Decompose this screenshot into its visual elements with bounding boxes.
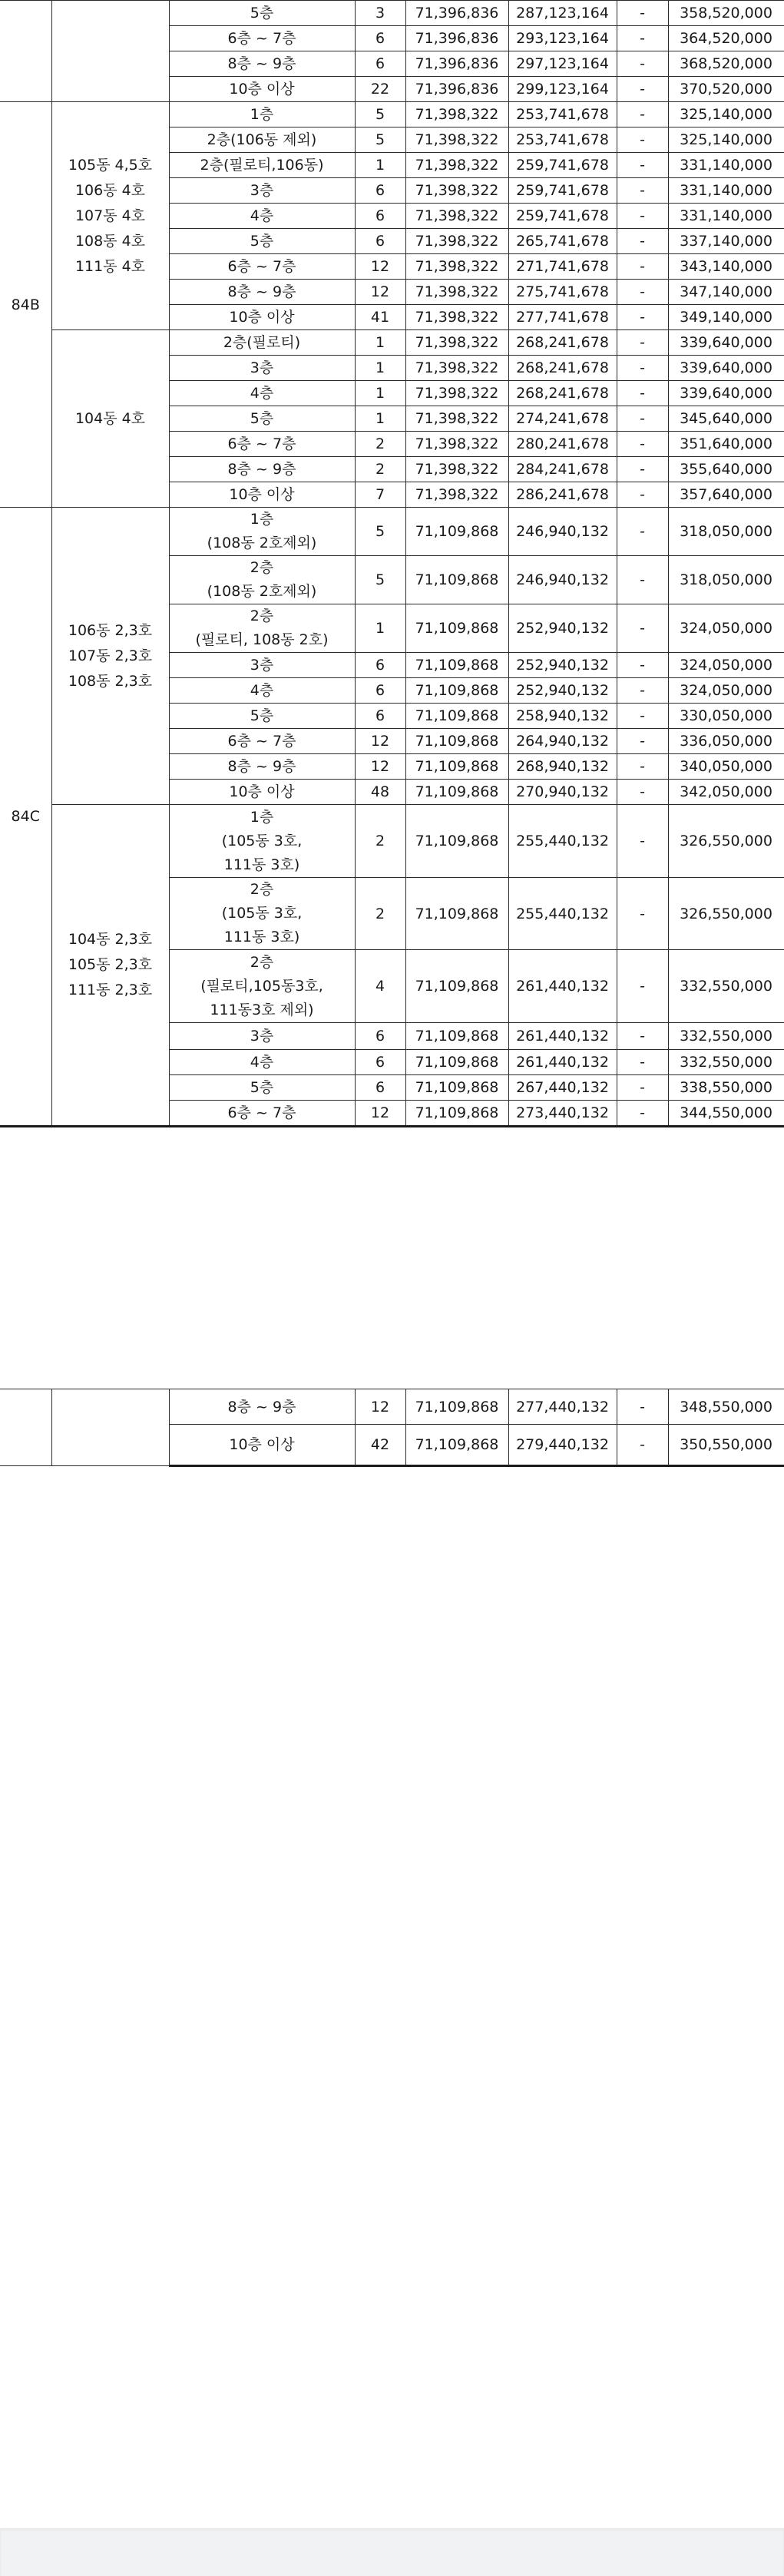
dash-cell: -: [617, 1425, 668, 1466]
floor-cell-line: 2층: [250, 608, 274, 624]
total-cell: 339,640,000: [668, 381, 784, 406]
total-cell: 347,140,000: [668, 280, 784, 305]
amount-a-cell: 71,398,322: [405, 356, 508, 381]
table-row: [0, 805, 784, 878]
amount-a-cell: 71,398,322: [405, 102, 508, 127]
amount-b-cell: 287,123,164: [508, 1, 617, 26]
amount-b-cell: 246,940,132: [508, 508, 617, 556]
floor-cell-line: 5층: [250, 1079, 274, 1096]
amount-a-cell: 71,109,868: [405, 754, 508, 780]
amount-b-cell: 252,940,132: [508, 653, 617, 678]
dash-cell: -: [617, 508, 668, 556]
amount-a-cell: 71,398,322: [405, 204, 508, 229]
floor-cell: 6층 ~ 7층: [169, 26, 355, 51]
amount-b-cell: 268,940,132: [508, 754, 617, 780]
dash-cell: -: [617, 457, 668, 482]
price-table-continued-page: [0, 1389, 784, 1468]
page-break: [0, 1226, 784, 1389]
total-cell: 324,050,000: [668, 653, 784, 678]
amount-a-cell: 71,398,322: [405, 482, 508, 508]
floor-cell-line: 1층: [250, 511, 274, 528]
total-cell: 370,520,000: [668, 77, 784, 102]
total-cell: 358,520,000: [668, 1, 784, 26]
dash-cell: -: [617, 102, 668, 127]
units-cell: 6: [355, 178, 405, 204]
total-cell: 364,520,000: [668, 26, 784, 51]
floor-cell-line: 2층: [250, 559, 274, 576]
floor-cell-line: 6층 ~ 7층: [227, 733, 296, 750]
floor-cell-line: (108동 2호제외): [207, 535, 317, 551]
floor-cell-line: 4층: [250, 682, 274, 699]
floor-cell-line: 2층: [250, 881, 274, 898]
units-cell: 2: [355, 878, 405, 950]
amount-a-cell: 71,396,836: [405, 26, 508, 51]
floor-cell-line: 5층: [250, 707, 274, 724]
amount-a-cell: 71,398,322: [405, 178, 508, 204]
units-cell: 22: [355, 77, 405, 102]
units-cell: 4: [355, 950, 405, 1023]
floor-cell-line: 2층: [250, 953, 274, 971]
floor-cell: [169, 1050, 355, 1075]
floor-cell: [169, 556, 355, 604]
total-cell: 344,550,000: [668, 1101, 784, 1127]
dash-cell: -: [617, 153, 668, 178]
floor-cell: 1층: [169, 102, 355, 127]
floor-cell-line: 4층: [250, 1054, 274, 1071]
total-cell: 368,520,000: [668, 51, 784, 77]
amount-b-cell: 277,440,132: [508, 1389, 617, 1425]
dash-cell: -: [617, 178, 668, 204]
floor-cell: [169, 754, 355, 780]
units-cell: 1: [355, 604, 405, 653]
dash-cell: -: [617, 77, 668, 102]
building-group-cell: [51, 330, 169, 508]
amount-b-cell: 255,440,132: [508, 805, 617, 878]
floor-cell: 10층 이상: [169, 1425, 355, 1466]
dash-cell: -: [617, 356, 668, 381]
building-group-cell: [51, 508, 169, 805]
units-cell: 5: [355, 508, 405, 556]
amount-a-cell: 71,398,322: [405, 457, 508, 482]
building-group-cell-line: 107동 4호: [74, 207, 146, 224]
dash-cell: -: [617, 1101, 668, 1127]
table-row: [0, 102, 784, 127]
total-cell: 343,140,000: [668, 254, 784, 280]
floor-cell-line: (105동 3호,: [221, 832, 303, 849]
dash-cell: -: [617, 653, 668, 678]
floor-cell: 8층 ~ 9층: [169, 1389, 355, 1425]
floor-cell: 6층 ~ 7층: [169, 432, 355, 457]
dash-cell: -: [617, 432, 668, 457]
amount-a-cell: 71,109,868: [405, 878, 508, 950]
units-cell: 6: [355, 229, 405, 254]
amount-a-cell: 71,396,836: [405, 51, 508, 77]
floor-cell: 10층 이상: [169, 77, 355, 102]
amount-b-cell: 253,741,678: [508, 127, 617, 153]
total-cell: 351,640,000: [668, 432, 784, 457]
units-cell: 12: [355, 1389, 405, 1425]
dash-cell: -: [617, 229, 668, 254]
total-cell: 338,550,000: [668, 1075, 784, 1101]
building-group-cell-line: 106동 2,3호: [68, 621, 153, 639]
total-cell: 332,550,000: [668, 1023, 784, 1050]
floor-cell-line: (105동 3호,: [221, 905, 303, 922]
floor-cell-line: (필로티, 108동 2호): [195, 631, 329, 648]
floor-cell: [169, 805, 355, 878]
floor-cell-line: 3층: [250, 657, 274, 674]
dash-cell: -: [617, 482, 668, 508]
amount-b-cell: 286,241,678: [508, 482, 617, 508]
dash-cell: -: [617, 704, 668, 729]
amount-b-cell: 252,940,132: [508, 678, 617, 704]
building-group-cell-line: 108동 2,3호: [68, 672, 153, 690]
amount-a-cell: 71,109,868: [405, 604, 508, 653]
units-cell: 1: [355, 406, 405, 432]
dash-cell: -: [617, 127, 668, 153]
amount-b-cell: 274,241,678: [508, 406, 617, 432]
unit-type-cell: 84B: [0, 102, 51, 508]
floor-cell-line: 6층 ~ 7층: [227, 1104, 296, 1121]
dash-cell: -: [617, 280, 668, 305]
total-cell: 318,050,000: [668, 556, 784, 604]
units-cell: 3: [355, 1, 405, 26]
dash-cell: -: [617, 604, 668, 653]
building-group-cell-line: 111동 2,3호: [68, 982, 153, 998]
floor-cell: [169, 508, 355, 556]
units-cell: 6: [355, 204, 405, 229]
amount-b-cell: 259,741,678: [508, 204, 617, 229]
floor-cell: 6층 ~ 7층: [169, 254, 355, 280]
amount-a-cell: 71,109,868: [405, 653, 508, 678]
total-cell: 339,640,000: [668, 330, 784, 356]
units-cell: 2: [355, 432, 405, 457]
floor-cell-line: (필로티,105동3호,: [200, 977, 323, 995]
amount-b-cell: 255,440,132: [508, 878, 617, 950]
dash-cell: -: [617, 51, 668, 77]
floor-cell: [169, 729, 355, 754]
units-cell: 2: [355, 457, 405, 482]
units-cell: 12: [355, 729, 405, 754]
amount-a-cell: 71,109,868: [405, 950, 508, 1023]
floor-cell: [169, 678, 355, 704]
amount-b-cell: 275,741,678: [508, 280, 617, 305]
dash-cell: -: [617, 1389, 668, 1425]
floor-cell: 10층 이상: [169, 305, 355, 330]
dash-cell: -: [617, 678, 668, 704]
dash-cell: -: [617, 330, 668, 356]
floor-cell: 8층 ~ 9층: [169, 51, 355, 77]
amount-a-cell: 71,396,836: [405, 77, 508, 102]
total-cell: 318,050,000: [668, 508, 784, 556]
amount-a-cell: 71,396,836: [405, 1, 508, 26]
floor-cell: 8층 ~ 9층: [169, 457, 355, 482]
amount-b-cell: 280,241,678: [508, 432, 617, 457]
dash-cell: -: [617, 950, 668, 1023]
amount-b-cell: 279,440,132: [508, 1425, 617, 1466]
dash-cell: -: [617, 754, 668, 780]
dash-cell: -: [617, 1, 668, 26]
total-cell: 332,550,000: [668, 950, 784, 1023]
floor-cell: 2층(필로티): [169, 330, 355, 356]
units-cell: 6: [355, 653, 405, 678]
floor-cell: [169, 950, 355, 1023]
amount-b-cell: 297,123,164: [508, 51, 617, 77]
total-cell: 355,640,000: [668, 457, 784, 482]
dash-cell: -: [617, 729, 668, 754]
amount-a-cell: 71,109,868: [405, 678, 508, 704]
amount-b-cell: 261,440,132: [508, 950, 617, 1023]
floor-cell: [169, 1101, 355, 1127]
amount-b-cell: 264,940,132: [508, 729, 617, 754]
amount-a-cell: 71,109,868: [405, 1101, 508, 1127]
units-cell: 1: [355, 330, 405, 356]
floor-cell-line: 111동 3호): [223, 929, 300, 945]
amount-a-cell: 71,398,322: [405, 381, 508, 406]
amount-a-cell: 71,109,868: [405, 1023, 508, 1050]
total-cell: 345,640,000: [668, 406, 784, 432]
total-cell: 331,140,000: [668, 153, 784, 178]
units-cell: 6: [355, 1050, 405, 1075]
amount-a-cell: 71,109,868: [405, 704, 508, 729]
amount-a-cell: 71,109,868: [405, 805, 508, 878]
amount-b-cell: 271,741,678: [508, 254, 617, 280]
table-row: [0, 508, 784, 556]
amount-a-cell: 71,398,322: [405, 229, 508, 254]
total-cell: 332,550,000: [668, 1050, 784, 1075]
type-cell: [0, 1389, 51, 1466]
floor-cell: 5층: [169, 406, 355, 432]
units-cell: 5: [355, 102, 405, 127]
type-cell: [0, 1, 51, 102]
amount-b-cell: 268,241,678: [508, 330, 617, 356]
dash-cell: -: [617, 406, 668, 432]
units-cell: 6: [355, 26, 405, 51]
table-row: [0, 330, 784, 356]
amount-b-cell: 253,741,678: [508, 102, 617, 127]
page-separator: [0, 2528, 784, 2576]
amount-b-cell: 258,940,132: [508, 704, 617, 729]
units-cell: 5: [355, 127, 405, 153]
total-cell: 340,050,000: [668, 754, 784, 780]
floor-cell: 10층 이상: [169, 482, 355, 508]
amount-a-cell: 71,398,322: [405, 330, 508, 356]
units-cell: 1: [355, 153, 405, 178]
building-group-cell: [51, 805, 169, 1127]
total-cell: 342,050,000: [668, 780, 784, 805]
amount-a-cell: 71,109,868: [405, 1050, 508, 1075]
apartment-price-table: [0, 0, 784, 1127]
amount-a-cell: 71,398,322: [405, 305, 508, 330]
amount-b-cell: 261,440,132: [508, 1050, 617, 1075]
building-group-cell-line: 107동 2,3호: [68, 647, 153, 664]
dash-cell: -: [617, 1023, 668, 1050]
amount-a-cell: 71,398,322: [405, 153, 508, 178]
units-cell: 42: [355, 1425, 405, 1466]
units-cell: 1: [355, 356, 405, 381]
amount-b-cell: 261,440,132: [508, 1023, 617, 1050]
total-cell: 324,050,000: [668, 678, 784, 704]
floor-cell: 5층: [169, 229, 355, 254]
amount-a-cell: 71,109,868: [405, 508, 508, 556]
amount-a-cell: 71,109,868: [405, 1075, 508, 1101]
building-group-cell-line: 108동 4호: [74, 232, 146, 250]
dash-cell: -: [617, 556, 668, 604]
units-cell: 12: [355, 254, 405, 280]
floor-cell-line: 111동3호 제외): [210, 1001, 314, 1018]
amount-b-cell: 268,241,678: [508, 381, 617, 406]
floor-cell-line: 1층: [250, 808, 274, 826]
building-group-cell-line: 111동 4호: [74, 257, 146, 275]
amount-b-cell: 277,741,678: [508, 305, 617, 330]
floor-cell: [169, 1023, 355, 1050]
floor-cell: 8층 ~ 9층: [169, 280, 355, 305]
amount-b-cell: 268,241,678: [508, 356, 617, 381]
floor-cell: 2층(106동 제외): [169, 127, 355, 153]
dash-cell: -: [617, 1050, 668, 1075]
building-cell: [51, 1389, 169, 1466]
units-cell: 6: [355, 51, 405, 77]
dash-cell: -: [617, 1075, 668, 1101]
amount-b-cell: 270,940,132: [508, 780, 617, 805]
floor-cell: [169, 1075, 355, 1101]
amount-a-cell: 71,398,322: [405, 406, 508, 432]
floor-cell: 5층: [169, 1, 355, 26]
amount-b-cell: 252,940,132: [508, 604, 617, 653]
apartment-price-table-continued: [0, 1389, 784, 1467]
building-group-cell-line: 104동 4호: [74, 409, 146, 427]
units-cell: 2: [355, 805, 405, 878]
floor-cell: [169, 704, 355, 729]
total-cell: 350,550,000: [668, 1425, 784, 1466]
total-cell: 357,640,000: [668, 482, 784, 508]
dash-cell: -: [617, 26, 668, 51]
table-row: [0, 1, 784, 26]
units-cell: 12: [355, 1101, 405, 1127]
dash-cell: -: [617, 305, 668, 330]
amount-b-cell: 265,741,678: [508, 229, 617, 254]
units-cell: 41: [355, 305, 405, 330]
building-group-cell-line: 104동 2,3호: [68, 931, 153, 948]
floor-cell: 4층: [169, 381, 355, 406]
floor-cell-line: (108동 2호제외): [207, 583, 317, 600]
floor-cell: 4층: [169, 204, 355, 229]
amount-b-cell: 273,440,132: [508, 1101, 617, 1127]
units-cell: 6: [355, 1023, 405, 1050]
units-cell: 6: [355, 704, 405, 729]
floor-cell: [169, 780, 355, 805]
floor-cell: 2층(필로티,106동): [169, 153, 355, 178]
units-cell: 6: [355, 678, 405, 704]
building-group-cell-line: 105동 4,5호: [68, 156, 153, 174]
amount-b-cell: 284,241,678: [508, 457, 617, 482]
building-group-cell-line: 106동 4호: [74, 181, 146, 199]
total-cell: 324,050,000: [668, 604, 784, 653]
amount-a-cell: 71,398,322: [405, 254, 508, 280]
floor-cell: 3층: [169, 178, 355, 204]
total-cell: 337,140,000: [668, 229, 784, 254]
table-row: [0, 1389, 784, 1425]
units-cell: 1: [355, 381, 405, 406]
floor-cell: [169, 653, 355, 678]
dash-cell: -: [617, 805, 668, 878]
amount-b-cell: 259,741,678: [508, 153, 617, 178]
amount-a-cell: 71,109,868: [405, 780, 508, 805]
amount-a-cell: 71,109,868: [405, 729, 508, 754]
floor-cell: [169, 878, 355, 950]
dash-cell: -: [617, 780, 668, 805]
total-cell: 326,550,000: [668, 878, 784, 950]
units-cell: 7: [355, 482, 405, 508]
building-group-cell: [51, 102, 169, 330]
floor-cell-line: 10층 이상: [229, 783, 295, 800]
dash-cell: -: [617, 381, 668, 406]
units-cell: 12: [355, 754, 405, 780]
total-cell: 348,550,000: [668, 1389, 784, 1425]
amount-a-cell: 71,398,322: [405, 280, 508, 305]
total-cell: 339,640,000: [668, 356, 784, 381]
unit-type-cell: 84C: [0, 508, 51, 1127]
dash-cell: -: [617, 204, 668, 229]
amount-a-cell: 71,109,868: [405, 1425, 508, 1466]
amount-b-cell: 246,940,132: [508, 556, 617, 604]
amount-b-cell: 293,123,164: [508, 26, 617, 51]
amount-a-cell: 71,109,868: [405, 556, 508, 604]
units-cell: 5: [355, 556, 405, 604]
floor-cell-line: 3층: [250, 1028, 274, 1045]
building-group-cell-line: 105동 2,3호: [68, 956, 153, 973]
dash-cell: -: [617, 878, 668, 950]
building-cell: [51, 1, 169, 102]
amount-b-cell: 267,440,132: [508, 1075, 617, 1101]
total-cell: 325,140,000: [668, 127, 784, 153]
dash-cell: -: [617, 254, 668, 280]
floor-cell: [169, 604, 355, 653]
units-cell: 12: [355, 280, 405, 305]
total-cell: 330,050,000: [668, 704, 784, 729]
total-cell: 349,140,000: [668, 305, 784, 330]
amount-b-cell: 299,123,164: [508, 77, 617, 102]
total-cell: 326,550,000: [668, 805, 784, 878]
amount-a-cell: 71,398,322: [405, 432, 508, 457]
floor-cell: 3층: [169, 356, 355, 381]
units-cell: 48: [355, 780, 405, 805]
floor-cell-line: 8층 ~ 9층: [227, 758, 296, 775]
total-cell: 331,140,000: [668, 204, 784, 229]
amount-b-cell: 259,741,678: [508, 178, 617, 204]
units-cell: 6: [355, 1075, 405, 1101]
amount-a-cell: 71,398,322: [405, 127, 508, 153]
floor-cell-line: 111동 3호): [223, 856, 300, 873]
amount-a-cell: 71,109,868: [405, 1389, 508, 1425]
price-table-page: [0, 0, 784, 1226]
total-cell: 325,140,000: [668, 102, 784, 127]
total-cell: 331,140,000: [668, 178, 784, 204]
total-cell: 336,050,000: [668, 729, 784, 754]
